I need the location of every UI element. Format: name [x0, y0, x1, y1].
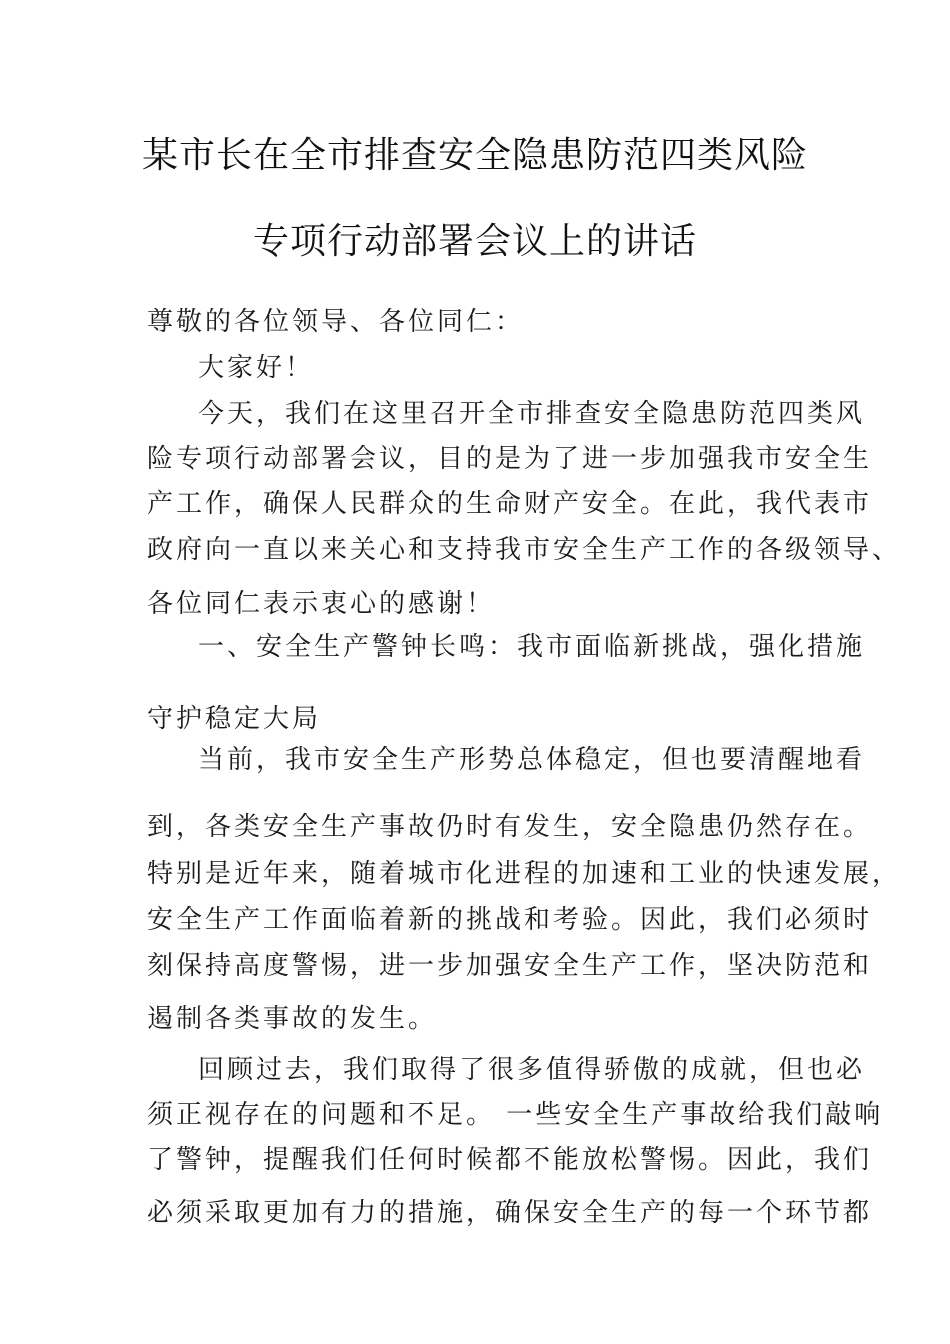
paragraph-line: 须正视存在的问题和不足。 一些安全生产事故给我们敲响	[147, 1100, 884, 1130]
paragraph-line: 必须采取更加有力的措施，确保安全生产的每一个环节都	[147, 1198, 873, 1228]
paragraph-line: 各位同仁表示衷心的感谢！	[147, 589, 496, 619]
paragraph-line: 遏制各类事故的发生。	[147, 1004, 438, 1034]
paragraph-line: 安全生产工作面临着新的挑战和考验。因此，我们必须时	[147, 905, 873, 935]
paragraph-line: 了警钟，提醒我们任何时候都不能放松警惕。因此，我们	[147, 1145, 873, 1175]
paragraph-line: 政府向一直以来关心和支持我市安全生产工作的各级领导、	[147, 535, 902, 565]
salutation: 尊敬的各位领导、各位同仁：	[147, 307, 525, 337]
greeting: 大家好！	[198, 353, 315, 383]
paragraph-line: 险专项行动部署会议，目的是为了进一步加强我市安全生	[147, 444, 873, 474]
paragraph-line: 特别是近年来，随着城市化进程的加速和工业的快速发展，	[147, 859, 902, 889]
paragraph-line: 刻保持高度警惕，进一步加强安全生产工作，坚决防范和	[147, 951, 873, 981]
paragraph-line: 当前，我市安全生产形势总体稳定，但也要清醒地看	[198, 745, 866, 775]
section-heading-line: 一、安全生产警钟长鸣：我市面临新挑战，强化措施	[198, 632, 866, 662]
paragraph-line: 回顾过去，我们取得了很多值得骄傲的成就，但也必	[198, 1055, 866, 1085]
document-title-line-2: 专项行动部署会议上的讲话	[252, 221, 697, 262]
paragraph-line: 到，各类安全生产事故仍时有发生，安全隐患仍然存在。	[147, 812, 873, 842]
paragraph-line: 今天，我们在这里召开全市排查安全隐患防范四类风	[198, 399, 866, 429]
document-title-line-1: 某市长在全市排查安全隐患防范四类风险	[141, 135, 808, 176]
section-heading-line: 守护稳定大局	[147, 704, 322, 734]
paragraph-line: 产工作，确保人民群众的生命财产安全。在此，我代表市	[147, 489, 873, 519]
